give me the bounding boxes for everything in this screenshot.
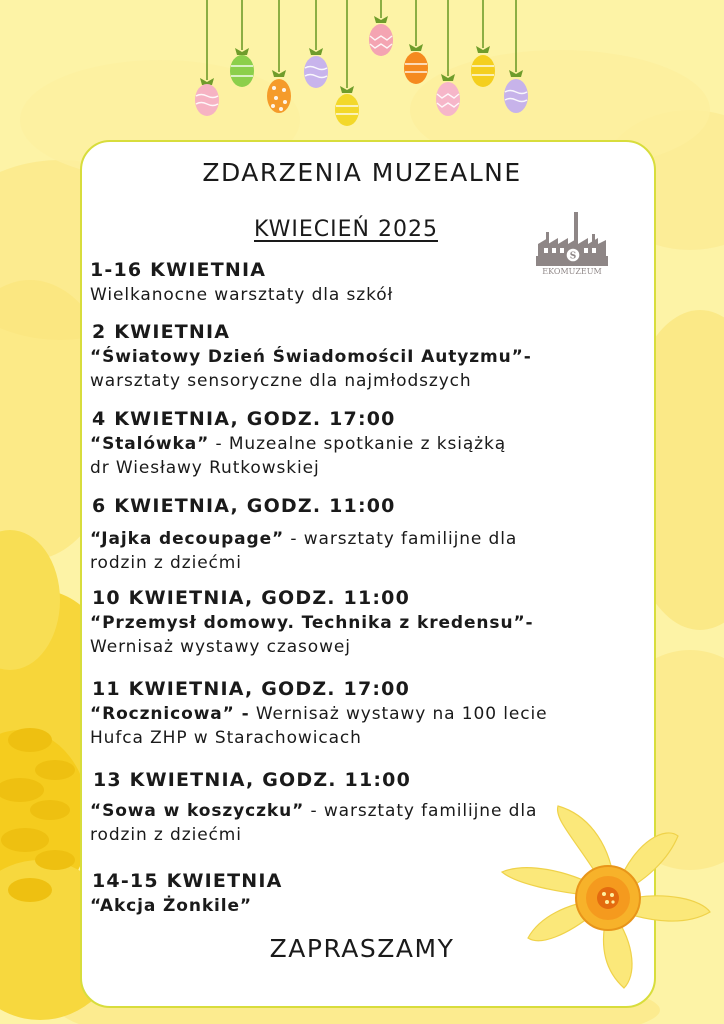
- event-line: dr Wiesławy Rutkowskiej: [90, 458, 320, 478]
- event-4: [90, 493, 630, 575]
- event-line: Hufca ZHP w Starachowicach: [90, 728, 362, 748]
- event-line: “Jajka decoupage” - warsztaty familijne dla: [90, 529, 518, 549]
- event-6: [90, 676, 630, 750]
- egg-yellow: [335, 94, 359, 126]
- egg-pink-top: [369, 24, 393, 56]
- event-line: Wernisaż wystawy czasowej: [90, 637, 351, 657]
- egg-yellow-striped: [471, 55, 495, 87]
- event-date: 1-16 KWIETNIA: [90, 259, 267, 281]
- event-line: Wielkanocne warsztaty dla szkół: [90, 285, 394, 305]
- event-1: [90, 257, 630, 307]
- egg-lavender: [304, 56, 328, 88]
- event-line: “Akcja Żonkile”: [90, 896, 253, 916]
- event-date: 2 KWIETNIA: [92, 321, 231, 343]
- event-line: “Przemysł domowy. Technika z kredensu”-: [90, 613, 534, 633]
- daffodil-icon: [496, 800, 716, 990]
- event-date: 14-15 KWIETNIA: [92, 870, 283, 892]
- event-date: 6 KWIETNIA, GODZ. 11:00: [92, 495, 396, 517]
- event-line: “Światowy Dzień ŚwiadomościI Autyzmu”-: [90, 347, 532, 367]
- egg-pink: [195, 84, 219, 116]
- egg-green: [230, 55, 254, 87]
- egg-orange-dotted: [267, 79, 291, 113]
- event-3: [90, 406, 630, 480]
- egg-orange: [404, 52, 428, 84]
- event-date: 10 KWIETNIA, GODZ. 11:00: [92, 587, 411, 609]
- closing-invitation: ZAPRASZAMY: [269, 934, 455, 963]
- event-2: [90, 319, 630, 393]
- event-date: 13 KWIETNIA, GODZ. 11:00: [93, 769, 412, 791]
- svg-text:S: S: [569, 251, 577, 262]
- easter-eggs-garland: [0, 0, 724, 140]
- month-heading: KWIECIEŃ 2025: [254, 217, 438, 242]
- event-line: “Rocznicowa” - Wernisaż wystawy na 100 lecie: [90, 704, 548, 724]
- event-line: warsztaty sensoryczne dla najmłodszych: [90, 371, 472, 391]
- page-title: ZDARZENIA MUZEALNE: [202, 158, 522, 187]
- event-line: rodzin z dziećmi: [90, 825, 242, 845]
- event-date: 4 KWIETNIA, GODZ. 17:00: [92, 408, 396, 430]
- event-line: rodzin z dziećmi: [90, 553, 242, 573]
- egg-pink-zigzag: [436, 82, 460, 116]
- event-line: “Sowa w koszyczku” - warsztaty familijne dla: [90, 801, 538, 821]
- event-5: [90, 585, 630, 659]
- logo-text: EKOMUZEUM: [542, 267, 602, 276]
- event-date: 11 KWIETNIA, GODZ. 17:00: [92, 678, 411, 700]
- event-line: “Stalówka” - Muzealne spotkanie z książką: [90, 434, 507, 454]
- egg-lilac: [504, 79, 528, 113]
